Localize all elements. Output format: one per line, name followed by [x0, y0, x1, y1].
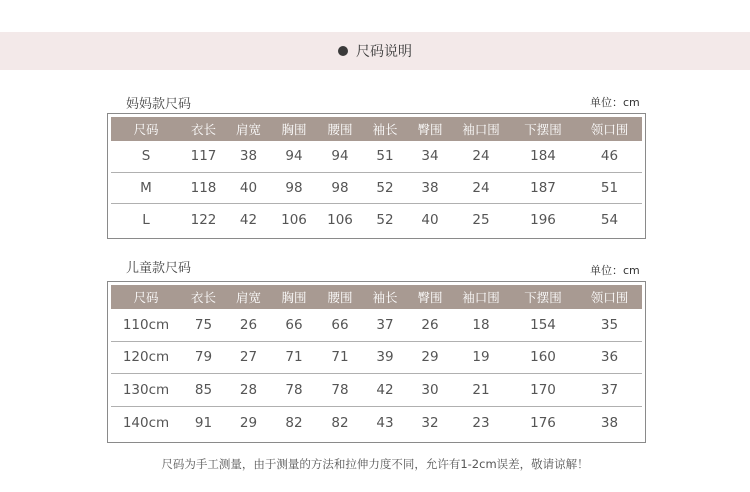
kids-header-row	[111, 285, 642, 309]
table-cell: 82	[271, 407, 317, 439]
table-cell: 40	[407, 204, 453, 235]
table-cell: 184	[530, 148, 556, 165]
kids-section-title: 儿童款尺码	[126, 261, 192, 276]
mom-header-cell: 胸围	[271, 117, 317, 141]
table-cell: 160	[509, 341, 577, 374]
table-cell: 66	[331, 316, 349, 333]
table-cell: 75	[194, 316, 213, 333]
table-cell: 29	[226, 407, 271, 439]
kids-header-cell: 下摆围	[509, 285, 577, 309]
mom-header-cell: 领口围	[577, 117, 642, 141]
table-cell: 25	[453, 204, 509, 235]
kids-header-cell: 袖长	[363, 285, 407, 309]
table-cell: S	[141, 148, 151, 165]
table-row	[111, 141, 642, 172]
kids-header-cell: 衣长	[181, 285, 226, 309]
table-cell: M	[111, 172, 181, 204]
table-cell: 26	[239, 316, 258, 333]
table-cell: 117	[190, 148, 217, 165]
kids-header-cell: 领口围	[577, 285, 642, 309]
table-cell: L	[111, 204, 181, 235]
mom-header-cell: 腰围	[317, 117, 363, 141]
table-cell: 78	[317, 374, 363, 407]
table-row	[111, 341, 642, 374]
table-cell: 18	[472, 316, 490, 333]
bullet-dot-icon	[338, 46, 348, 56]
table-row	[111, 204, 642, 235]
table-cell: 52	[363, 172, 407, 204]
table-cell: 106	[317, 204, 363, 235]
table-cell: 98	[317, 172, 363, 204]
mom-header-cell: 肩宽	[226, 117, 271, 141]
mom-header-cell: 臀围	[407, 117, 453, 141]
table-cell: 66	[285, 316, 303, 333]
table-cell: 40	[226, 172, 271, 204]
table-cell: 120cm	[111, 341, 181, 374]
table-cell: 176	[509, 407, 577, 439]
table-cell: 28	[226, 374, 271, 407]
table-cell: 32	[407, 407, 453, 439]
mom-header-cell: 袖口围	[453, 117, 509, 141]
table-cell: 54	[577, 204, 642, 235]
table-row	[111, 374, 642, 407]
table-cell: 39	[363, 341, 407, 374]
table-cell: 43	[363, 407, 407, 439]
table-cell: 23	[453, 407, 509, 439]
mom-unit-label: 单位：cm	[590, 96, 640, 109]
table-cell: 36	[577, 341, 642, 374]
mom-section-title: 妈妈款尺码	[126, 97, 192, 112]
size-guide-banner	[0, 32, 750, 70]
table-cell: 35	[600, 316, 619, 333]
table-cell: 24	[472, 148, 490, 165]
table-cell: 21	[453, 374, 509, 407]
table-cell: 78	[271, 374, 317, 407]
measurement-note: 尺码为手工测量，由于测量的方法和拉伸力度不同，允许有1-2cm误差，敬请谅解！	[161, 457, 589, 471]
kids-header-cell: 肩宽	[226, 285, 271, 309]
table-cell: 52	[363, 204, 407, 235]
size-guide-title: 尺码说明	[356, 44, 412, 60]
table-cell: 37	[577, 374, 642, 407]
table-cell: 196	[509, 204, 577, 235]
table-cell: 26	[421, 316, 439, 333]
table-cell: 140cm	[111, 407, 181, 439]
kids-header-cell: 臀围	[407, 285, 453, 309]
table-cell: 46	[600, 148, 619, 165]
kids-size-table	[107, 281, 646, 443]
table-row	[111, 172, 642, 204]
table-row	[111, 309, 642, 341]
table-cell: 110cm	[122, 316, 170, 333]
mom-size-table	[107, 113, 646, 239]
table-cell: 79	[181, 341, 226, 374]
table-cell: 85	[181, 374, 226, 407]
table-cell: 34	[421, 148, 439, 165]
mom-header-cell: 下摆围	[509, 117, 577, 141]
table-cell: 19	[453, 341, 509, 374]
mom-header-cell: 衣长	[181, 117, 226, 141]
kids-unit-label: 单位：cm	[590, 264, 640, 277]
table-row	[111, 407, 642, 439]
kids-header-cell: 胸围	[271, 285, 317, 309]
table-cell: 154	[530, 316, 556, 333]
table-cell: 106	[271, 204, 317, 235]
table-cell: 51	[376, 148, 394, 165]
table-cell: 91	[181, 407, 226, 439]
table-cell: 30	[407, 374, 453, 407]
table-cell: 24	[453, 172, 509, 204]
table-cell: 42	[226, 204, 271, 235]
table-cell: 187	[509, 172, 577, 204]
kids-header-cell: 袖口围	[453, 285, 509, 309]
mom-header-cell: 袖长	[363, 117, 407, 141]
table-cell: 122	[181, 204, 226, 235]
table-cell: 37	[376, 316, 394, 333]
table-cell: 27	[226, 341, 271, 374]
table-cell: 170	[509, 374, 577, 407]
table-cell: 82	[317, 407, 363, 439]
table-cell: 51	[577, 172, 642, 204]
table-cell: 38	[239, 148, 258, 165]
table-cell: 98	[271, 172, 317, 204]
table-cell: 118	[181, 172, 226, 204]
table-cell: 42	[363, 374, 407, 407]
table-cell: 94	[331, 148, 349, 165]
table-cell: 71	[317, 341, 363, 374]
table-cell: 29	[407, 341, 453, 374]
table-cell: 94	[285, 148, 303, 165]
table-cell: 71	[271, 341, 317, 374]
table-cell: 130cm	[111, 374, 181, 407]
mom-header-row	[111, 117, 642, 141]
table-cell: 38	[407, 172, 453, 204]
mom-header-cell: 尺码	[111, 117, 181, 141]
table-cell: 38	[577, 407, 642, 439]
kids-header-cell: 腰围	[317, 285, 363, 309]
kids-header-cell: 尺码	[111, 285, 181, 309]
